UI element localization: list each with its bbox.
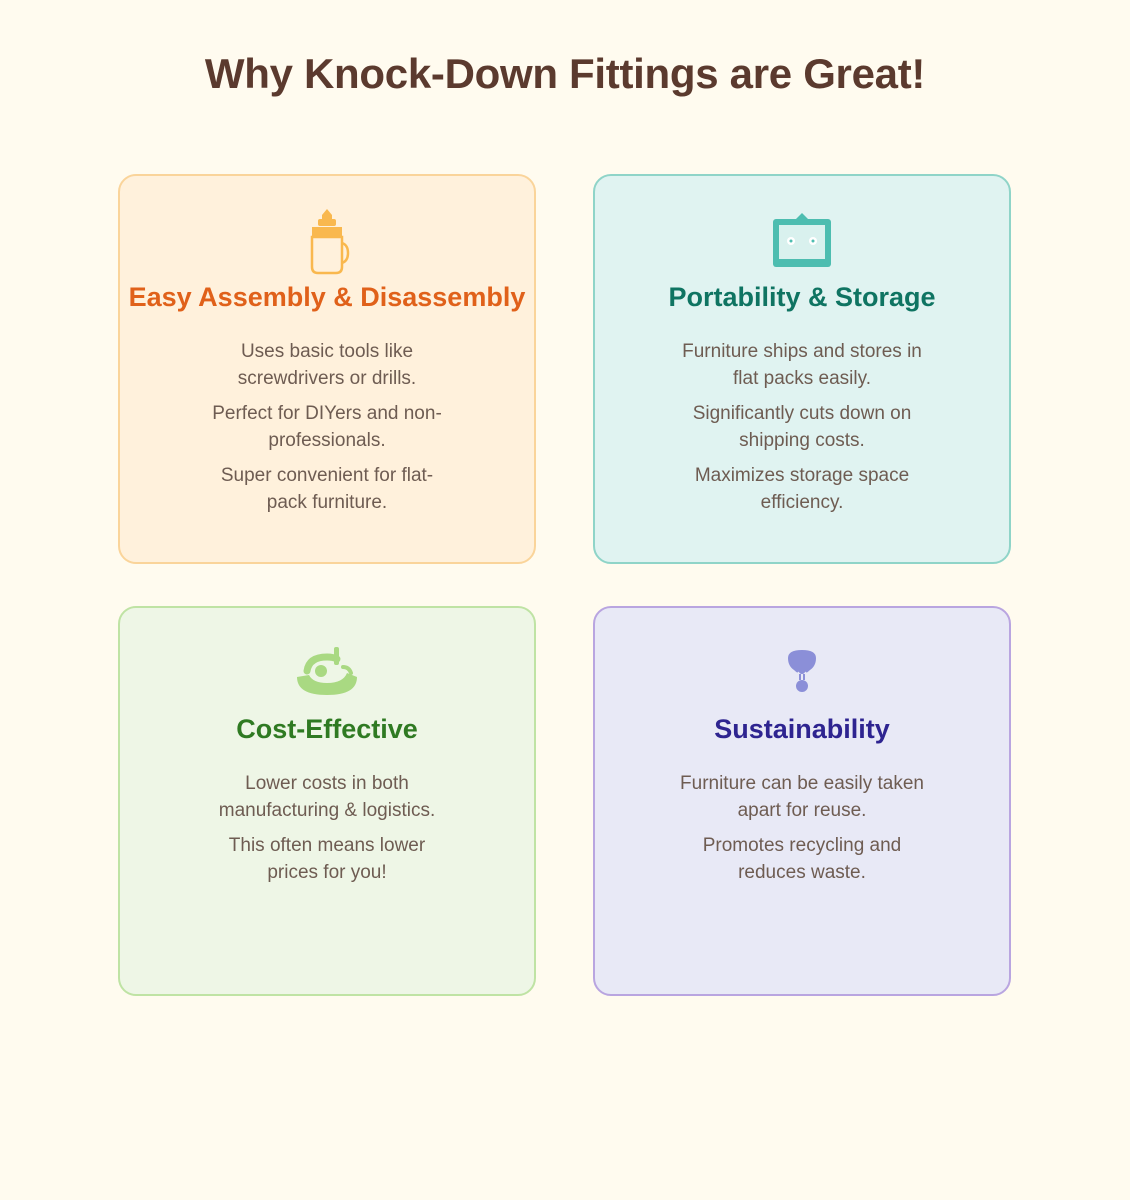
card-point: This often means lower prices for you! (228, 835, 426, 883)
card-point: Significantly cuts down on shipping costs. (692, 403, 912, 451)
card-title: Easy Assembly & Disassembly (128, 282, 526, 312)
card-point: Super convenient for flat-pack furniture. (220, 465, 434, 513)
card-sustainability (593, 606, 1011, 996)
card-point: Furniture ships and stores in flat packs easily. (682, 341, 922, 389)
card-title: Cost-Effective (236, 714, 418, 744)
jar-icon (120, 206, 534, 276)
card-points (120, 770, 534, 894)
card-points (595, 770, 1009, 894)
card-point: Uses basic tools like screwdrivers or drills. (237, 341, 417, 389)
card-points (595, 338, 1009, 524)
card-point: Maximizes storage space efficiency. (694, 465, 910, 513)
piggy-bank-icon (120, 638, 534, 708)
card-point: Promotes recycling and reduces waste. (702, 835, 902, 883)
card-point: Perfect for DIYers and non-professionals. (212, 403, 442, 451)
card-portability-storage (593, 174, 1011, 564)
card-title: Sustainability (714, 714, 890, 744)
tree-icon (595, 638, 1009, 708)
card-cost-effective (118, 606, 536, 996)
page-title: Why Knock-Down Fittings are Great! (204, 50, 926, 97)
card-points (120, 338, 534, 524)
card-easy-assembly (118, 174, 536, 564)
card-point: Lower costs in both manufacturing & logistics. (218, 773, 436, 821)
box-icon (595, 206, 1009, 276)
card-title: Portability & Storage (668, 282, 936, 312)
card-point: Furniture can be easily taken apart for reuse. (680, 773, 924, 821)
